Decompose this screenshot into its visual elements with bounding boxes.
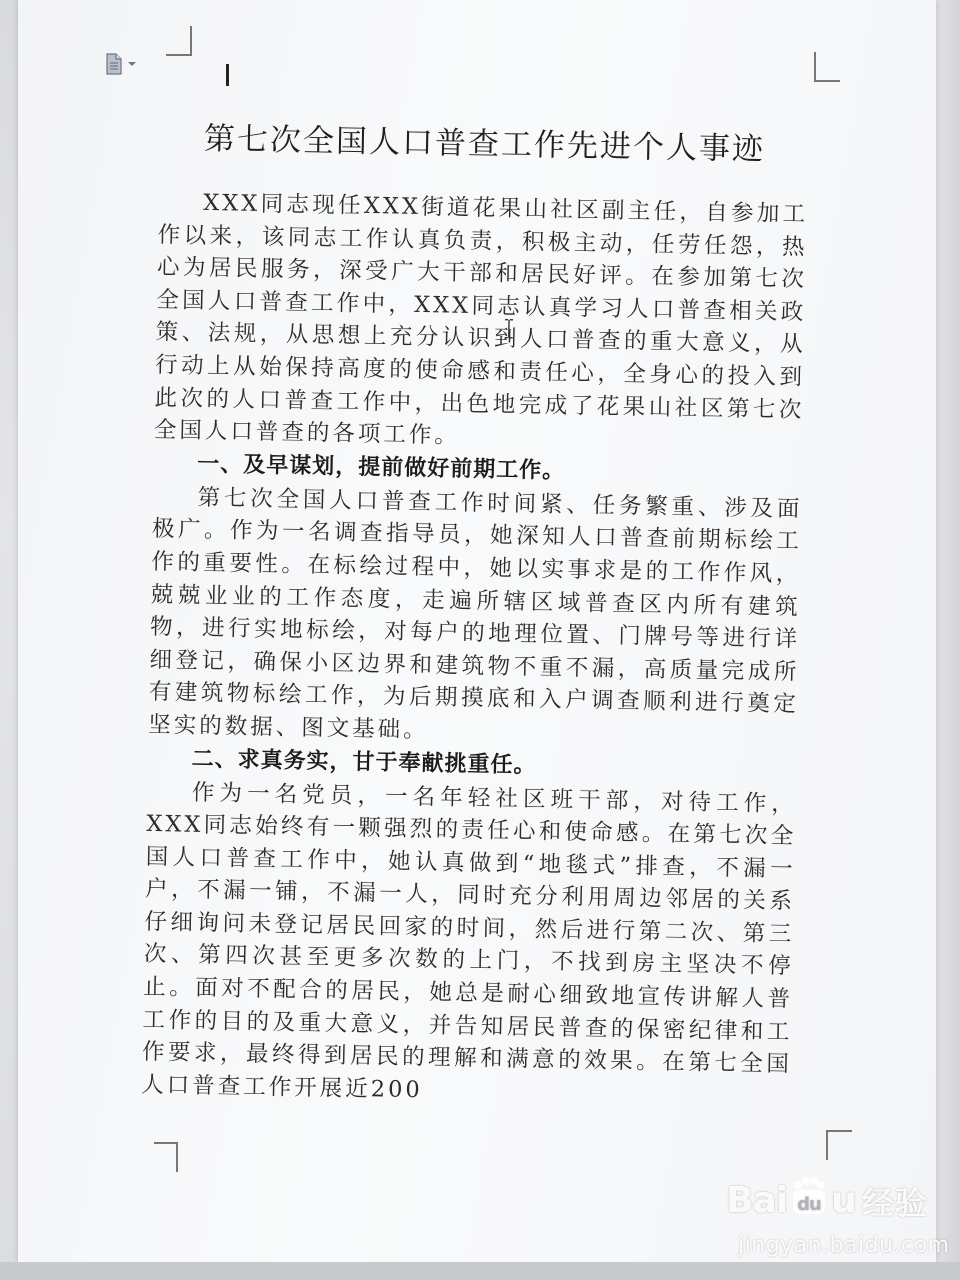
page-margin-corner-bottom-left bbox=[154, 1142, 178, 1172]
page-margin-corner-top-left bbox=[166, 26, 192, 56]
watermark-logo-text-right: u bbox=[831, 1180, 856, 1221]
watermark-logo-text-left: Bai bbox=[726, 1180, 788, 1221]
document-options-button[interactable] bbox=[104, 52, 144, 76]
page-margin-corner-bottom-right bbox=[826, 1130, 852, 1160]
document-body[interactable] bbox=[141, 112, 810, 1114]
document-icon bbox=[104, 53, 124, 75]
paragraph-section-1: 第七次全国人口普查工作时间紧、任务繁重、涉及面极广。作为一名调查指导员，她深知人口普查前期标绘工作的重要性。在标绘过程中，她以实事求是的工作作风，兢兢业业的工作态度，走遍所辖区域普查区内所有建筑物，进行实地标绘，对每户的地理位置、门牌号等进行详细登记，确保小区边界和建筑物不重不漏，高质量完成所有建筑物标绘工作，为后期摸底和入户调查顺利进行奠定坚实的数据、图文基础。 bbox=[147, 484, 803, 744]
watermark-logo-cn: 经验 bbox=[861, 1183, 928, 1222]
paw-icon bbox=[789, 1176, 829, 1225]
paragraph-section-2: 作为一名党员，一名年轻社区班干部，对待工作，XXX同志始终有一颗强烈的责任心和使命感。在第七次全国人口普查工作中，她认真做到“地毯式”排查，不漏一户，不漏一铺，不漏一人，同时充分利用周边邻居的关系仔细询问未登记居民回家的时间，然后进行第二次、第三次、第四次甚至更多次数的上门，不找到房主坚决不停止。面对不配合的居民，她总是耐心细致地宣传讲解人普工作的目的及重大意义，并告知居民普查的保密纪律和工作要求，最终得到居民的理解和满意的效果。在第七全国人口普查工作开展近200 bbox=[141, 779, 798, 1104]
document-title: 第七次全国人口普查工作先进个人事迹 bbox=[203, 120, 766, 168]
section-heading-1: 一、及早谋划，提前做好前期工作。 bbox=[197, 451, 566, 484]
page-margin-corner-top-right bbox=[814, 52, 840, 82]
background-edge bbox=[936, 0, 960, 1280]
text-cursor bbox=[226, 64, 229, 86]
baidu-jingyan-watermark bbox=[726, 1176, 956, 1272]
paragraph-intro: XXX同志现任XXX街道花果山社区副主任，自参加工作以来，该同志工作认真负责，积极主动，任劳任怨，热心为居民服务，深受广大干部和居民好评。在参加第七次全国人口普查工作中，XXX同志认真学习人口普查相关政策、法规，从思想上充分认识到人口普查的重大意义，从行动上从始保持高度的使命感和责任心，全身心的投入到此次的人口普查工作中，出色地完成了花果山社区第七次全国人口普查的各项工作。 bbox=[153, 189, 809, 449]
chevron-down-icon bbox=[128, 61, 136, 67]
watermark-url: jingyan.baidu.com bbox=[738, 1233, 950, 1258]
watermark-logo bbox=[726, 1176, 956, 1225]
svg-text:du: du bbox=[797, 1194, 821, 1215]
section-heading-2: 二、求真务实，甘于奉献挑重任。 bbox=[191, 746, 537, 778]
